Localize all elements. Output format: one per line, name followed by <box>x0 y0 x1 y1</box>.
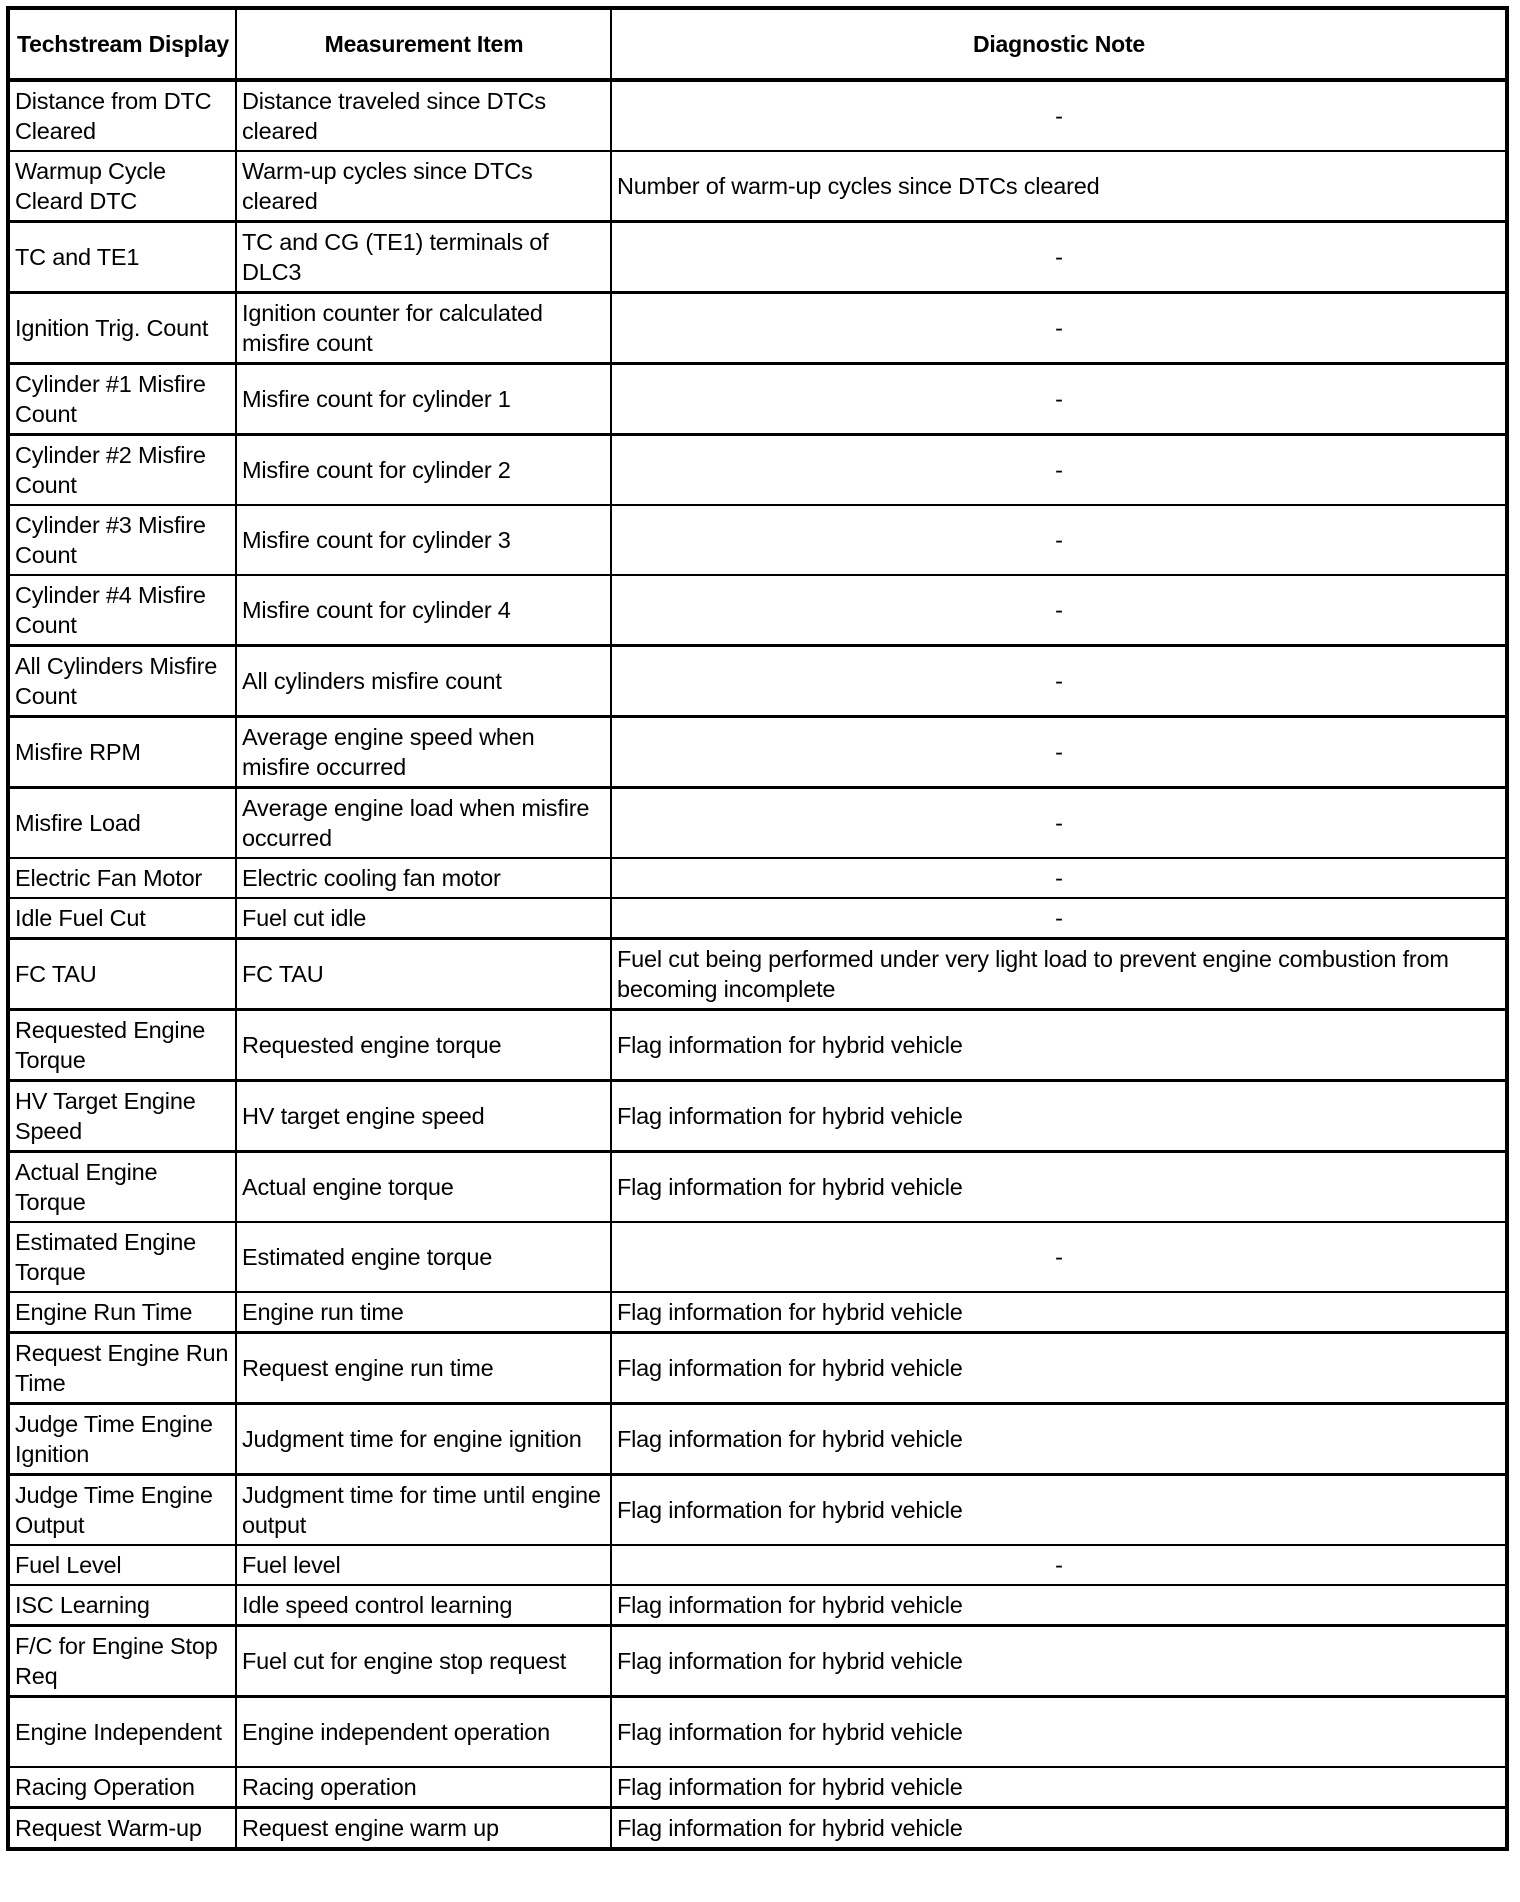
data-list-table-container <box>6 6 1505 1851</box>
table-row <box>8 1585 1507 1626</box>
data-list-table <box>6 6 1509 1851</box>
cell-note: - <box>611 575 1507 646</box>
cell-note: - <box>611 858 1507 898</box>
cell-item: Actual engine torque <box>236 1152 611 1223</box>
cell-display: HV Target Engine Speed <box>8 1081 236 1152</box>
table-row <box>8 1333 1507 1404</box>
table-row <box>8 1292 1507 1333</box>
table-row <box>8 151 1507 222</box>
cell-item: Request engine warm up <box>236 1808 611 1850</box>
cell-note: Flag information for hybrid vehicle <box>611 1626 1507 1697</box>
cell-note: Flag information for hybrid vehicle <box>611 1697 1507 1768</box>
cell-note: Flag information for hybrid vehicle <box>611 1010 1507 1081</box>
table-row <box>8 1010 1507 1081</box>
cell-display: Requested Engine Torque <box>8 1010 236 1081</box>
cell-note: - <box>611 646 1507 717</box>
cell-display: Distance from DTC Cleared <box>8 80 236 151</box>
cell-display: Engine Independent <box>8 1697 236 1768</box>
cell-display: Cylinder #3 Misfire Count <box>8 505 236 575</box>
cell-item: Ignition counter for calculated misfire count <box>236 293 611 364</box>
cell-item: HV target engine speed <box>236 1081 611 1152</box>
cell-display: Misfire Load <box>8 788 236 859</box>
cell-display: Electric Fan Motor <box>8 858 236 898</box>
table-row <box>8 435 1507 506</box>
cell-item: Estimated engine torque <box>236 1222 611 1292</box>
table-row <box>8 1475 1507 1546</box>
cell-note: Fuel cut being performed under very light load to prevent engine combustion from becoming incomplete <box>611 939 1507 1010</box>
cell-item: Requested engine torque <box>236 1010 611 1081</box>
cell-display: Fuel Level <box>8 1545 236 1585</box>
table-row <box>8 1545 1507 1585</box>
cell-note: Flag information for hybrid vehicle <box>611 1475 1507 1546</box>
cell-note: Number of warm-up cycles since DTCs cleared <box>611 151 1507 222</box>
cell-item: Warm-up cycles since DTCs cleared <box>236 151 611 222</box>
cell-item: Request engine run time <box>236 1333 611 1404</box>
cell-item: Distance traveled since DTCs cleared <box>236 80 611 151</box>
cell-item: Fuel level <box>236 1545 611 1585</box>
cell-display: Idle Fuel Cut <box>8 898 236 939</box>
table-row <box>8 788 1507 859</box>
table-row <box>8 364 1507 435</box>
table-row <box>8 222 1507 293</box>
cell-display: Actual Engine Torque <box>8 1152 236 1223</box>
table-row <box>8 1767 1507 1808</box>
cell-note: Flag information for hybrid vehicle <box>611 1333 1507 1404</box>
cell-note: Flag information for hybrid vehicle <box>611 1081 1507 1152</box>
cell-note: - <box>611 1545 1507 1585</box>
cell-note: Flag information for hybrid vehicle <box>611 1585 1507 1626</box>
cell-note: Flag information for hybrid vehicle <box>611 1152 1507 1223</box>
cell-item: Judgment time for time until engine output <box>236 1475 611 1546</box>
cell-display: Racing Operation <box>8 1767 236 1808</box>
table-row <box>8 1152 1507 1223</box>
cell-item: TC and CG (TE1) terminals of DLC3 <box>236 222 611 293</box>
cell-display: Cylinder #4 Misfire Count <box>8 575 236 646</box>
cell-item: Fuel cut idle <box>236 898 611 939</box>
header-techstream-display: Techstream Display <box>8 8 236 80</box>
table-row <box>8 1222 1507 1292</box>
cell-note: Flag information for hybrid vehicle <box>611 1404 1507 1475</box>
cell-display: F/C for Engine Stop Req <box>8 1626 236 1697</box>
cell-display: Ignition Trig. Count <box>8 293 236 364</box>
cell-note: Flag information for hybrid vehicle <box>611 1767 1507 1808</box>
cell-item: Fuel cut for engine stop request <box>236 1626 611 1697</box>
cell-item: Misfire count for cylinder 2 <box>236 435 611 506</box>
cell-note: - <box>611 505 1507 575</box>
cell-item: FC TAU <box>236 939 611 1010</box>
cell-note: - <box>611 364 1507 435</box>
cell-display: FC TAU <box>8 939 236 1010</box>
cell-item: Average engine speed when misfire occurred <box>236 717 611 788</box>
table-row <box>8 1808 1507 1850</box>
cell-display: ISC Learning <box>8 1585 236 1626</box>
table-row <box>8 1697 1507 1768</box>
cell-note: - <box>611 293 1507 364</box>
cell-note: - <box>611 898 1507 939</box>
cell-item: Average engine load when misfire occurred <box>236 788 611 859</box>
cell-item: Electric cooling fan motor <box>236 858 611 898</box>
cell-note: - <box>611 435 1507 506</box>
table-row <box>8 575 1507 646</box>
table-header-row <box>8 8 1507 80</box>
cell-item: Misfire count for cylinder 4 <box>236 575 611 646</box>
header-measurement-item: Measurement Item <box>236 8 611 80</box>
table-row <box>8 898 1507 939</box>
cell-display: Cylinder #2 Misfire Count <box>8 435 236 506</box>
cell-item: Engine independent operation <box>236 1697 611 1768</box>
table-row <box>8 80 1507 151</box>
cell-note: Flag information for hybrid vehicle <box>611 1808 1507 1850</box>
cell-note: - <box>611 717 1507 788</box>
cell-item: Judgment time for engine ignition <box>236 1404 611 1475</box>
cell-note: Flag information for hybrid vehicle <box>611 1292 1507 1333</box>
cell-item: Misfire count for cylinder 1 <box>236 364 611 435</box>
table-row <box>8 1404 1507 1475</box>
table-row <box>8 939 1507 1010</box>
cell-display: Warmup Cycle Cleard DTC <box>8 151 236 222</box>
cell-display: Request Warm-up <box>8 1808 236 1850</box>
table-row <box>8 858 1507 898</box>
cell-note: - <box>611 80 1507 151</box>
cell-display: TC and TE1 <box>8 222 236 293</box>
table-row <box>8 1626 1507 1697</box>
table-row <box>8 646 1507 717</box>
cell-display: Judge Time Engine Output <box>8 1475 236 1546</box>
cell-display: Judge Time Engine Ignition <box>8 1404 236 1475</box>
cell-display: Misfire RPM <box>8 717 236 788</box>
table-row <box>8 717 1507 788</box>
cell-display: Estimated Engine Torque <box>8 1222 236 1292</box>
cell-item: Racing operation <box>236 1767 611 1808</box>
cell-display: All Cylinders Misfire Count <box>8 646 236 717</box>
cell-note: - <box>611 222 1507 293</box>
cell-note: - <box>611 788 1507 859</box>
header-diagnostic-note: Diagnostic Note <box>611 8 1507 80</box>
cell-display: Request Engine Run Time <box>8 1333 236 1404</box>
table-row <box>8 293 1507 364</box>
cell-item: Idle speed control learning <box>236 1585 611 1626</box>
table-row <box>8 1081 1507 1152</box>
cell-item: All cylinders misfire count <box>236 646 611 717</box>
cell-item: Misfire count for cylinder 3 <box>236 505 611 575</box>
table-row <box>8 505 1507 575</box>
cell-display: Cylinder #1 Misfire Count <box>8 364 236 435</box>
cell-note: - <box>611 1222 1507 1292</box>
cell-display: Engine Run Time <box>8 1292 236 1333</box>
cell-item: Engine run time <box>236 1292 611 1333</box>
